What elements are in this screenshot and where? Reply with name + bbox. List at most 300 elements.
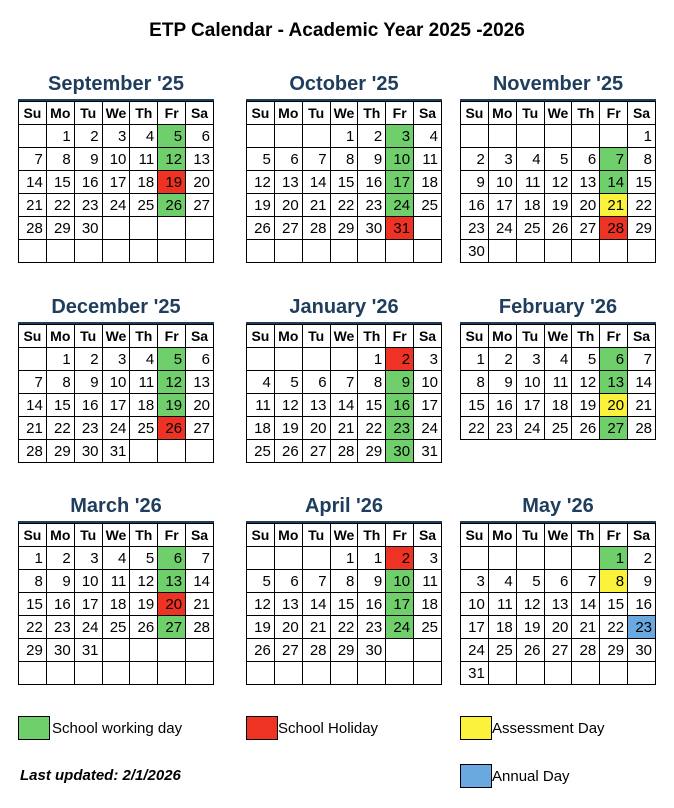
day-cell: 4	[130, 348, 158, 371]
day-cell: 17	[102, 394, 130, 417]
week-row	[461, 547, 656, 570]
weekday-header: We	[102, 524, 130, 547]
month-table	[246, 101, 442, 263]
day-cell: 30	[386, 440, 414, 463]
day-cell: 6	[158, 547, 186, 570]
day-cell: 22	[330, 616, 358, 639]
week-row	[19, 371, 214, 394]
day-cell: 26	[158, 194, 186, 217]
week-row	[19, 547, 214, 570]
month-calendar	[460, 495, 656, 685]
day-cell: 12	[247, 171, 275, 194]
day-cell	[516, 662, 544, 685]
day-cell	[46, 240, 74, 263]
day-cell	[386, 240, 414, 263]
day-cell: 17	[414, 394, 442, 417]
day-cell: 23	[461, 217, 489, 240]
day-cell: 19	[158, 394, 186, 417]
day-cell	[414, 639, 442, 662]
day-cell: 28	[19, 217, 47, 240]
week-row	[247, 570, 442, 593]
month-calendar	[246, 296, 442, 463]
day-cell: 12	[572, 371, 600, 394]
day-cell: 22	[628, 194, 656, 217]
day-cell: 7	[186, 547, 214, 570]
legend-annual	[460, 764, 570, 788]
day-cell: 28	[302, 639, 330, 662]
day-cell: 23	[628, 616, 656, 639]
week-row	[461, 194, 656, 217]
day-cell: 12	[130, 570, 158, 593]
day-cell: 26	[130, 616, 158, 639]
day-cell	[274, 348, 302, 371]
week-row	[19, 240, 214, 263]
day-cell: 15	[46, 394, 74, 417]
day-cell: 30	[358, 639, 386, 662]
day-cell: 20	[302, 417, 330, 440]
day-cell: 27	[158, 616, 186, 639]
day-cell	[414, 662, 442, 685]
day-cell	[130, 440, 158, 463]
day-cell: 10	[102, 371, 130, 394]
day-cell	[130, 662, 158, 685]
day-cell	[247, 547, 275, 570]
day-cell: 26	[158, 417, 186, 440]
weekday-header: Fr	[158, 325, 186, 348]
week-row	[461, 371, 656, 394]
weekday-header: Su	[461, 524, 489, 547]
weekday-header: Sa	[414, 325, 442, 348]
day-cell	[19, 662, 47, 685]
day-cell: 5	[158, 348, 186, 371]
week-row	[247, 171, 442, 194]
day-cell: 16	[358, 171, 386, 194]
day-cell: 21	[572, 616, 600, 639]
day-cell: 26	[572, 417, 600, 440]
day-cell: 27	[572, 217, 600, 240]
day-cell: 22	[19, 616, 47, 639]
day-cell: 1	[330, 125, 358, 148]
day-cell: 24	[386, 194, 414, 217]
day-cell	[358, 240, 386, 263]
day-cell: 26	[516, 639, 544, 662]
day-cell	[302, 547, 330, 570]
day-cell: 20	[186, 394, 214, 417]
weekday-header: Th	[572, 102, 600, 125]
day-cell: 27	[302, 440, 330, 463]
day-cell: 13	[158, 570, 186, 593]
day-cell: 30	[46, 639, 74, 662]
day-cell: 12	[544, 171, 572, 194]
day-cell: 3	[102, 125, 130, 148]
day-cell: 18	[488, 616, 516, 639]
day-cell	[488, 662, 516, 685]
day-cell: 9	[386, 371, 414, 394]
week-row	[247, 417, 442, 440]
month-table	[246, 324, 442, 463]
day-cell: 22	[330, 194, 358, 217]
weekday-header: Mo	[274, 325, 302, 348]
day-cell	[74, 662, 102, 685]
weekday-header: Sa	[414, 102, 442, 125]
day-cell: 9	[74, 371, 102, 394]
day-cell: 11	[544, 371, 572, 394]
week-row	[247, 348, 442, 371]
day-cell: 16	[628, 593, 656, 616]
day-cell: 26	[544, 217, 572, 240]
weekday-header: Sa	[186, 102, 214, 125]
day-cell: 16	[74, 171, 102, 194]
day-cell: 3	[414, 547, 442, 570]
day-cell: 31	[74, 639, 102, 662]
day-cell: 9	[74, 148, 102, 171]
day-cell: 21	[628, 394, 656, 417]
day-cell: 14	[19, 394, 47, 417]
day-cell: 7	[19, 148, 47, 171]
day-cell: 2	[628, 547, 656, 570]
day-cell: 9	[461, 171, 489, 194]
day-cell	[572, 547, 600, 570]
day-cell: 4	[488, 570, 516, 593]
day-cell: 8	[358, 371, 386, 394]
day-cell: 13	[572, 171, 600, 194]
week-row	[461, 171, 656, 194]
day-cell: 30	[74, 440, 102, 463]
day-cell: 31	[414, 440, 442, 463]
day-cell: 14	[572, 593, 600, 616]
day-cell: 17	[102, 171, 130, 194]
day-cell: 5	[158, 125, 186, 148]
weekday-header: We	[102, 325, 130, 348]
day-cell: 7	[302, 148, 330, 171]
day-cell	[600, 662, 628, 685]
day-cell	[274, 125, 302, 148]
day-cell: 28	[330, 440, 358, 463]
day-cell: 14	[628, 371, 656, 394]
day-cell: 16	[358, 593, 386, 616]
day-cell	[488, 125, 516, 148]
day-cell: 1	[358, 547, 386, 570]
day-cell: 3	[488, 148, 516, 171]
day-cell	[186, 662, 214, 685]
day-cell: 11	[102, 570, 130, 593]
legend-holiday	[246, 716, 378, 740]
day-cell: 15	[330, 593, 358, 616]
month-table	[18, 324, 214, 463]
day-cell: 8	[330, 570, 358, 593]
day-cell	[544, 240, 572, 263]
day-cell	[102, 217, 130, 240]
month-calendar	[18, 73, 214, 263]
day-cell	[516, 240, 544, 263]
weekday-header: Mo	[488, 325, 516, 348]
day-cell: 12	[274, 394, 302, 417]
day-cell: 22	[46, 417, 74, 440]
weekday-header: Su	[247, 102, 275, 125]
day-cell	[186, 217, 214, 240]
day-cell	[186, 240, 214, 263]
week-row	[247, 616, 442, 639]
week-row	[19, 171, 214, 194]
day-cell: 29	[600, 639, 628, 662]
day-cell	[461, 547, 489, 570]
day-cell: 6	[572, 148, 600, 171]
month-table	[460, 523, 656, 685]
page-title: ETP Calendar - Academic Year 2025 -2026	[149, 20, 525, 41]
day-cell: 30	[461, 240, 489, 263]
day-cell: 18	[544, 394, 572, 417]
day-cell: 31	[461, 662, 489, 685]
weekday-header: Fr	[158, 524, 186, 547]
day-cell: 7	[628, 348, 656, 371]
month-title: December '25	[18, 296, 214, 324]
last-updated: Last updated: 2/1/2026	[20, 767, 181, 784]
weekday-header: We	[544, 524, 572, 547]
month-calendar	[18, 296, 214, 463]
day-cell: 25	[488, 639, 516, 662]
week-row	[247, 217, 442, 240]
day-cell: 12	[247, 593, 275, 616]
day-cell: 13	[302, 394, 330, 417]
weekday-header: Su	[19, 524, 47, 547]
day-cell: 2	[461, 148, 489, 171]
day-cell	[19, 348, 47, 371]
day-cell: 15	[19, 593, 47, 616]
day-cell: 20	[274, 194, 302, 217]
month-calendar	[460, 73, 656, 263]
weekday-header: Mo	[46, 325, 74, 348]
week-row	[461, 662, 656, 685]
day-cell	[516, 125, 544, 148]
day-cell	[544, 547, 572, 570]
week-row	[461, 125, 656, 148]
day-cell	[302, 240, 330, 263]
day-cell	[386, 662, 414, 685]
day-cell: 24	[516, 417, 544, 440]
day-cell: 6	[274, 148, 302, 171]
day-cell: 30	[358, 217, 386, 240]
day-cell: 31	[102, 440, 130, 463]
day-cell: 27	[600, 417, 628, 440]
day-cell: 2	[74, 348, 102, 371]
day-cell: 9	[358, 148, 386, 171]
day-cell	[600, 125, 628, 148]
day-cell: 23	[46, 616, 74, 639]
day-cell: 28	[572, 639, 600, 662]
week-row	[19, 662, 214, 685]
weekday-header: Su	[461, 102, 489, 125]
month-title: January '26	[246, 296, 442, 324]
day-cell: 20	[544, 616, 572, 639]
day-cell: 24	[414, 417, 442, 440]
weekday-header: Mo	[488, 524, 516, 547]
day-cell: 12	[158, 371, 186, 394]
day-cell: 24	[102, 417, 130, 440]
month-title: September '25	[18, 73, 214, 101]
week-row	[461, 593, 656, 616]
day-cell	[302, 348, 330, 371]
week-row	[247, 240, 442, 263]
weekday-header: Sa	[186, 524, 214, 547]
day-cell	[158, 662, 186, 685]
week-row	[461, 348, 656, 371]
day-cell: 13	[600, 371, 628, 394]
day-cell: 20	[600, 394, 628, 417]
day-cell: 15	[628, 171, 656, 194]
day-cell	[572, 125, 600, 148]
day-cell: 4	[102, 547, 130, 570]
weekday-header: Fr	[386, 524, 414, 547]
weekday-header: We	[330, 102, 358, 125]
day-cell: 19	[158, 171, 186, 194]
day-cell	[414, 217, 442, 240]
day-cell: 22	[600, 616, 628, 639]
day-cell: 11	[414, 570, 442, 593]
day-cell: 5	[247, 570, 275, 593]
day-cell: 1	[461, 348, 489, 371]
week-row	[247, 125, 442, 148]
day-cell: 21	[19, 417, 47, 440]
weekday-header: We	[102, 102, 130, 125]
day-cell: 15	[461, 394, 489, 417]
day-cell: 3	[102, 348, 130, 371]
day-cell: 6	[544, 570, 572, 593]
day-cell: 28	[186, 616, 214, 639]
weekday-header: Su	[247, 325, 275, 348]
day-cell: 29	[358, 440, 386, 463]
day-cell: 8	[461, 371, 489, 394]
day-cell: 9	[358, 570, 386, 593]
legend-working-label: School working day	[52, 719, 183, 737]
day-cell: 1	[46, 348, 74, 371]
legend-assessment	[460, 716, 605, 740]
day-cell: 23	[386, 417, 414, 440]
day-cell: 19	[274, 417, 302, 440]
day-cell: 15	[330, 171, 358, 194]
day-cell: 29	[628, 217, 656, 240]
weekday-header: Fr	[386, 102, 414, 125]
weekday-header: Th	[358, 325, 386, 348]
week-row	[247, 371, 442, 394]
day-cell	[358, 662, 386, 685]
day-cell: 18	[130, 394, 158, 417]
day-cell: 15	[358, 394, 386, 417]
day-cell	[130, 639, 158, 662]
legend-working	[18, 716, 182, 740]
day-cell: 11	[516, 171, 544, 194]
day-cell: 6	[274, 570, 302, 593]
day-cell: 27	[274, 217, 302, 240]
day-cell: 25	[544, 417, 572, 440]
week-row	[247, 662, 442, 685]
month-title: February '26	[460, 296, 656, 324]
day-cell: 23	[358, 616, 386, 639]
day-cell: 11	[130, 371, 158, 394]
day-cell	[544, 662, 572, 685]
week-row	[19, 125, 214, 148]
day-cell: 10	[386, 148, 414, 171]
month-title: March '26	[18, 495, 214, 523]
day-cell: 27	[186, 417, 214, 440]
week-row	[19, 440, 214, 463]
day-cell: 5	[544, 148, 572, 171]
day-cell: 22	[358, 417, 386, 440]
day-cell	[247, 125, 275, 148]
day-cell: 14	[186, 570, 214, 593]
weekday-header: Fr	[600, 325, 628, 348]
day-cell: 4	[247, 371, 275, 394]
day-cell: 4	[516, 148, 544, 171]
day-cell	[488, 240, 516, 263]
day-cell: 16	[488, 394, 516, 417]
week-row	[247, 148, 442, 171]
day-cell	[130, 217, 158, 240]
weekday-header: Fr	[600, 524, 628, 547]
day-cell: 8	[46, 371, 74, 394]
day-cell: 17	[488, 194, 516, 217]
day-cell: 8	[330, 148, 358, 171]
day-cell	[274, 662, 302, 685]
day-cell	[330, 348, 358, 371]
day-cell: 27	[274, 639, 302, 662]
day-cell: 13	[186, 371, 214, 394]
day-cell: 29	[19, 639, 47, 662]
day-cell	[414, 240, 442, 263]
day-cell	[386, 639, 414, 662]
day-cell: 28	[628, 417, 656, 440]
day-cell: 5	[572, 348, 600, 371]
week-row	[247, 639, 442, 662]
day-cell: 18	[414, 171, 442, 194]
day-cell: 9	[628, 570, 656, 593]
week-row	[461, 217, 656, 240]
weekday-header: Tu	[74, 524, 102, 547]
day-cell	[302, 662, 330, 685]
day-cell: 21	[330, 417, 358, 440]
day-cell: 7	[330, 371, 358, 394]
day-cell: 27	[544, 639, 572, 662]
day-cell: 25	[414, 194, 442, 217]
day-cell: 12	[158, 148, 186, 171]
weekday-header: Th	[130, 524, 158, 547]
weekday-header: Su	[247, 524, 275, 547]
day-cell: 2	[74, 125, 102, 148]
day-cell: 23	[74, 194, 102, 217]
day-cell: 6	[186, 348, 214, 371]
day-cell: 1	[19, 547, 47, 570]
day-cell	[102, 240, 130, 263]
day-cell: 18	[516, 194, 544, 217]
weekday-header: Tu	[302, 325, 330, 348]
weekday-header: Mo	[488, 102, 516, 125]
day-cell: 20	[186, 171, 214, 194]
week-row	[461, 394, 656, 417]
month-calendar	[246, 73, 442, 263]
month-title: May '26	[460, 495, 656, 523]
week-row	[461, 240, 656, 263]
day-cell: 17	[386, 171, 414, 194]
weekday-header: Tu	[74, 325, 102, 348]
week-row	[247, 194, 442, 217]
day-cell: 8	[628, 148, 656, 171]
weekday-header: Su	[461, 325, 489, 348]
weekday-header: Tu	[516, 325, 544, 348]
weekday-header: We	[544, 102, 572, 125]
day-cell: 21	[302, 616, 330, 639]
day-cell: 23	[488, 417, 516, 440]
week-row	[19, 394, 214, 417]
legend-holiday-label: School Holiday	[278, 719, 379, 737]
